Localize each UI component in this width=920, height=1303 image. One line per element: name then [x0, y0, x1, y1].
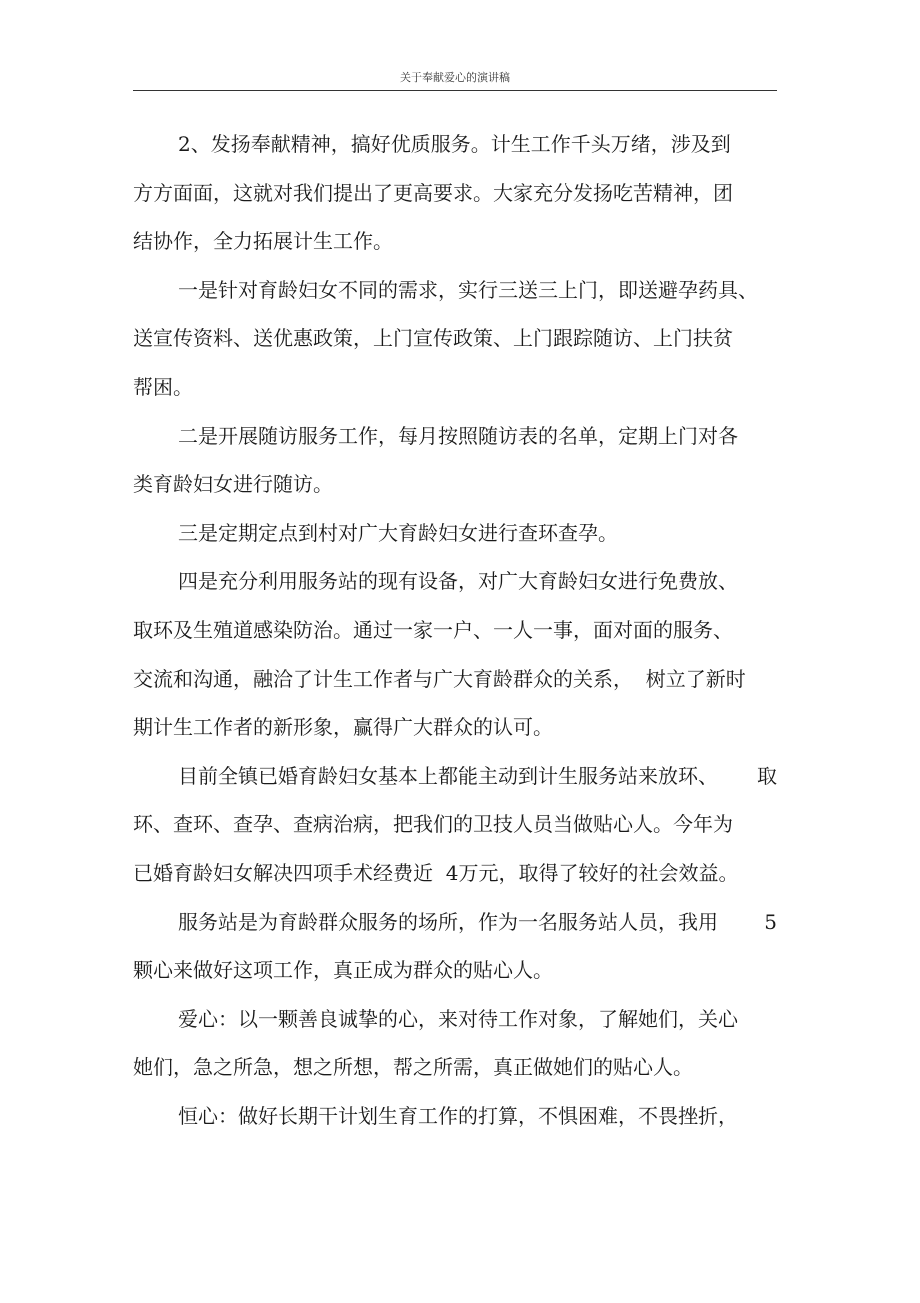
text-segment: 服务站是为育龄群众服务的场所，作为一名服务站人员，我用 [178, 909, 718, 934]
text-line: 取环及生殖道感染防治。通过一家一户、一人一事，面对面的服务、 [133, 617, 733, 642]
text-line: 爱心：以一颗善良诚挚的心，来对待工作对象，了解她们，关心 [178, 1006, 738, 1031]
text-line: 类育龄妇女进行随访。 [133, 472, 333, 497]
text-line: 颗心来做好这项工作，真正成为群众的贴心人。 [133, 958, 553, 983]
text-segment: 5 [764, 909, 777, 934]
text-line: 二是开展随访服务工作，每月按照随访表的名单，定期上门对各 [178, 423, 738, 448]
text-line: 环、查环、查孕、查病治病，把我们的卫技人员当做贴心人。今年为 [133, 812, 733, 837]
page-header-title: 关于奉献爱心的演讲稿 [400, 71, 510, 84]
text-line [133, 752, 777, 801]
text-line: 四是充分利用服务站的现有设备，对广大育龄妇女进行免费放、 [178, 569, 738, 594]
text-line: 交流和沟通，融洽了计生工作者与广大育龄群众的关系， 树立了新时 [133, 666, 746, 691]
text-line: 方方面面，这就对我们提出了更高要求。大家充分发扬吃苦精神，团 [133, 180, 733, 205]
document-body [133, 120, 777, 1140]
text-line: 期计生工作者的新形象，赢得广大群众的认可。 [133, 715, 553, 740]
page-header [133, 66, 777, 91]
text-line: 结协作，全力拓展计生工作。 [133, 229, 393, 254]
text-line: 恒心：做好长期干计划生育工作的打算，不惧困难，不畏挫折， [178, 1103, 738, 1128]
text-segment: 取 [757, 763, 777, 788]
text-line: 三是定期定点到村对广大育龄妇女进行查环查孕。 [178, 520, 618, 545]
text-line: 一是针对育龄妇女不同的需求，实行三送三上门，即送避孕药具、 [178, 277, 758, 302]
text-line [133, 898, 777, 947]
text-line: 已婚育龄妇女解决四项手术经费近 4万元，取得了较好的社会效益。 [133, 860, 739, 885]
text-line: 2、发扬奉献精神，搞好优质服务。计生工作千头万绪，涉及到 [178, 132, 731, 156]
text-line: 送宣传资料、送优惠政策，上门宣传政策、上门跟踪随访、上门扶贫 [133, 326, 733, 351]
text-line: 她们，急之所急，想之所想，帮之所需，真正做她们的贴心人。 [133, 1055, 693, 1080]
text-line: 帮困。 [133, 374, 193, 399]
text-segment: 目前全镇已婚育龄妇女基本上都能主动到计生服务站来放环、 [178, 763, 718, 788]
